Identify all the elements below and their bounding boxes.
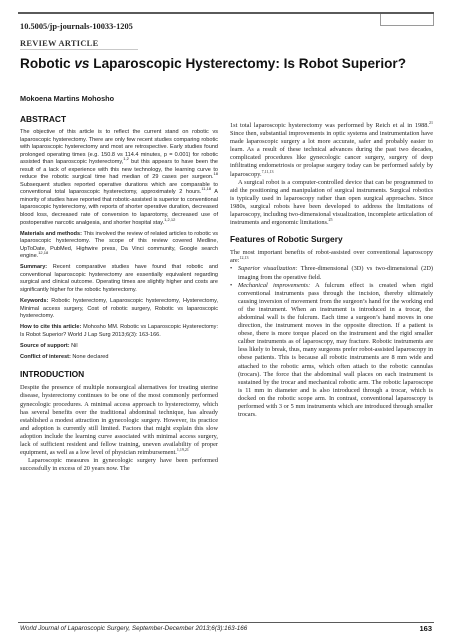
- features-heading: Features of Robotic Surgery: [230, 234, 343, 245]
- article-title: Robotic vs Laparoscopic Hysterectomy: Is Robot Superior?: [20, 56, 406, 71]
- abstract-citation: How to cite this article: Mohosho MM. Robotic vs Laparoscopic Hysterectomy: Is Robot Superior? World J Lap Surg 2013;6(3): 163-166.: [20, 324, 218, 338]
- page-number: 163: [419, 624, 432, 633]
- right-paragraph-2: A surgical robot is a computer-controlled device that can be programmed to aid the positioning and manipulation of surgical instruments. Surgical robotics is typically used in laparoscopy rather than open surgical approaches. Since 1980s, surgical robots have been developed to address the limitations of laparoscopy, including two-dimensional visualization, incomplete articulation of instruments and ergonomic limitations.$^{25}$: [230, 178, 433, 227]
- introduction-heading: INTRODUCTION: [20, 369, 85, 380]
- header-tab-box: [380, 14, 434, 26]
- header-rule: [18, 12, 434, 14]
- bullet-icon: •: [230, 281, 233, 289]
- features-intro: The most important benefits of robot-assisted over conventional laparoscopy are:$^{12,13}$: [230, 249, 433, 265]
- right-column: [230, 119, 433, 419]
- abstract-heading: ABSTRACT: [20, 114, 67, 124]
- abstract-summary: Summary: Recent comparative studies have found that robotic and conventional laparoscopic hysterectomy are essentially equivalent regarding surgical and clinical outcome. Operating times are slightly higher and costs are significantly higher for the robotic hysterectomy.: [20, 264, 218, 293]
- right-paragraph-1: 1st total laparoscopic hysterectomy was performed by Reich et al in 1988.21 Since then, substantial improvements in optic systems and instrumentation have made laparoscopic surgery a lot more accurate, safer and probably easier to learn. As a result of these technical advances during the past two decades, complicated procedures like gynecologic cancer surgery, surgery of deep infiltrating endometriosis or prolapse surgery today can be performed safely by laparoscopy.$^{7,11,13}$: [230, 119, 433, 178]
- article-type-label: REVIEW ARTICLE: [20, 39, 138, 50]
- doi-label: 10.5005/jp-journals-10033-1205: [20, 22, 133, 31]
- abstract-conflict-of-interest: Conflict of interest: None declared: [20, 353, 109, 360]
- footer-rule: [18, 622, 434, 623]
- abstract-methods: Materials and methods: This involved the review of related articles to robotic vs laparoscopic hysterectomy. The scope of this review covered Medline, UpToDate, PubMed, Highwire press, Da Vinci community, Google search engine.$^{12,18}$: [20, 230, 218, 260]
- introduction-paragraph-2: Laparoscopic measures in gynecologic surgery have been performed successfully in excess of 20 years now. The: [20, 457, 218, 473]
- introduction-paragraph-1: Despite the presence of multiple nonsurgical alternatives for treating uterine disease, hysterectomy continues to be one of the most commonly performed gynecologic procedures. A minimal access approach to hysterectomy, which has several benefits over the traditional abdominal technique, has already established a modest attraction in gynecologic surgery. However, its practice and adoption is currently still limited. Factors that might explain this slow adoption include the learning curve associated with minimal access surgery, lack of sufficient resident and fellow training, uneven availability of proper equipment, as well as a low level of physician reimbursement.$^{1,19,21}$: [20, 384, 218, 457]
- left-column: [20, 114, 218, 473]
- abstract-keywords: Keywords: Robotic hysterectomy, Laparoscopic hysterectomy, Hysterectomy, Minimal access surgery, Cost of robotic surgery, Robotic vs laparoscopic hysterectomy.: [20, 297, 218, 320]
- footer-journal-citation: World Journal of Laparoscopic Surgery, September-December 2013;6(3):163-166: [20, 625, 248, 632]
- author-name: Mokoena Martins Mohosho: [20, 94, 115, 103]
- bullet-icon: •: [230, 265, 233, 273]
- bullet-mechanical-improvements: • Mechanical improvements: A fulcrum effect is created when rigid conventional instruments pass through the incision, thereby ultimately causing inversion of movement from the surgeon’s hand for the working end of the instrument. When an instrument is introduced in a trocar, the abdominal wall is the fulcrum. Each time a surgeon’s hand moves in one direction, the instrument moves in the opposite direction. If a patient is obese, there is more torque placed on the instrument and the rigid smaller caliber instruments as of laparoscopy, may fracture. Robotic instruments are less likely to break, thus, many surgeons prefer robot-assisted laparoscopy in obese patients. This is because all robotic instruments are 8 mm wide and attached to the robotic arms, which often attach to the robotic cannulas (trocars). The force that the abdominal wall places on each instrument is sustained by the trocar and mechanical robotic arm. The robotic laparoscope is 11 mm in diameter and is also introduced through a trocar, which is docked on the robotic scope arm. In contrast, conventional laparoscopy is performed with 3 or 5 mm instruments which are introduced through smaller trocars.: [230, 281, 433, 419]
- bullet-superior-visualization: • Superior visualization: Three-dimensional (3D) vs two-dimensional (2D) imaging from the operative field.: [230, 265, 433, 281]
- abstract-source-of-support: Source of support: Nil: [20, 342, 78, 349]
- abstract-objective: The objective of this article is to reflect the current stand on robotic vs laparoscopic hysterectomy. There are only few recent studies comparing robotic with laparoscopic hysterectomy and most are retrospective. Early studies found prolonged operating times (e.g. 150.8 vs 114.4 minutes, p = 0.001) for robotic assisted than laparoscopic hysterectomy,$^{1,2}$ but this appears to have been the result of a lack of experience with this new technology, the learning curve to reduce the robotic surgical time had median of 29 cases per surgeon.$^{18}$ Subsequent studies reported operative durations which are comparable to conventional total laparoscopic hysterectomy, approximately 2 hours.$^{11,18}$ A minority of studies have reported that robotic-assisted is superior to conventional laparoscopic hysterectomy, with reports of shorter operative duration, decreased blood loss, decreased rate of conversion to laparotomy, decreased use of postoperative narcotic analgesia, and shorter hospital stay.$^{1,2,12}$: [20, 129, 218, 226]
